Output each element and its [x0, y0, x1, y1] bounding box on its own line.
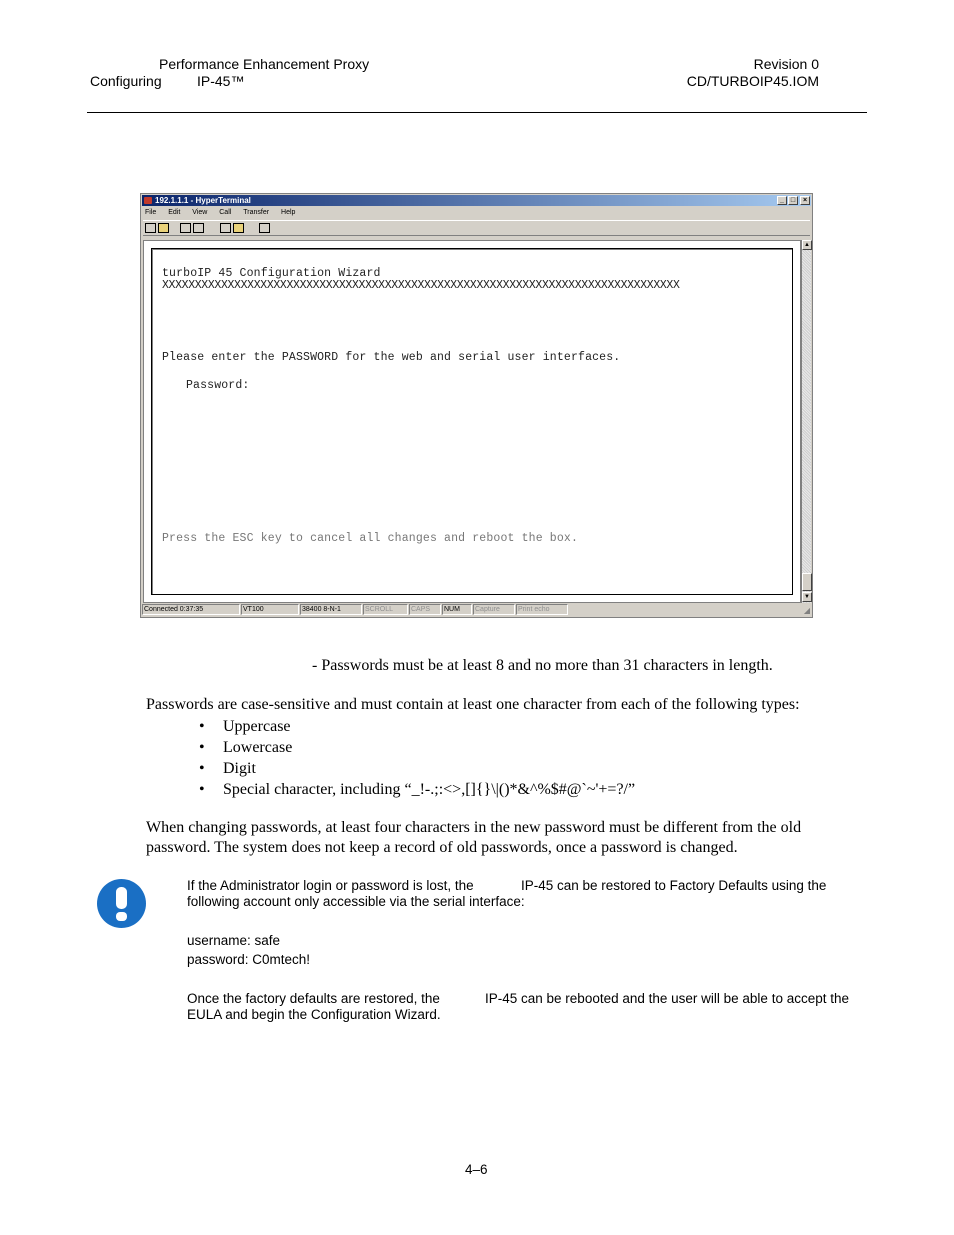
close-button[interactable]: ×: [800, 196, 810, 205]
status-print-echo: Print echo: [516, 604, 568, 615]
new-connection-icon[interactable]: [145, 223, 156, 233]
header-product: IP-45™: [197, 73, 245, 89]
connect-icon[interactable]: [180, 223, 191, 233]
note-line3-b: IP-45 can be rebooted and the user will be able to accept the: [485, 991, 849, 1006]
header-doc-id: CD/TURBOIP45.IOM: [686, 73, 819, 89]
receive-icon[interactable]: [233, 223, 244, 233]
character-type-list: [199, 716, 635, 800]
terminal-area[interactable]: [143, 240, 801, 603]
note-line2: following account only accessible via the serial interface:: [187, 894, 525, 909]
menu-edit[interactable]: Edit: [168, 209, 181, 216]
send-icon[interactable]: [220, 223, 231, 233]
header-rule: [87, 112, 867, 113]
status-connected: Connected 0:37:35: [142, 604, 240, 615]
toolbar: [143, 220, 810, 236]
menu-view[interactable]: View: [192, 209, 208, 216]
list-item: • Special character, including “_!-.;:<>,[]{}\|()*&^%$#@`~'+=?/”: [199, 779, 635, 800]
header-revision: Revision 0: [753, 56, 819, 72]
password-case-rule: Passwords are case-sensitive and must contain at least one character from each of the following types:: [146, 696, 800, 713]
status-capture: Capture: [473, 604, 515, 615]
menu-help[interactable]: Help: [281, 209, 296, 216]
header-doc-title: Performance Enhancement Proxy: [159, 56, 370, 72]
terminal-password-label: Password:: [186, 379, 250, 392]
disconnect-icon[interactable]: [193, 223, 204, 233]
exclamation-icon: [97, 879, 146, 928]
note-line4: EULA and begin the Configuration Wizard.: [187, 1007, 441, 1022]
list-item: • Lowercase: [199, 737, 635, 758]
page-number: 4–6: [465, 1162, 488, 1177]
hyperterminal-window: [140, 193, 813, 618]
scroll-up-icon[interactable]: ▲: [802, 240, 812, 250]
status-scroll: SCROLL: [363, 604, 408, 615]
minimize-button[interactable]: _: [777, 196, 787, 205]
terminal-rule-line: XXXXXXXXXXXXXXXXXXXXXXXXXXXXXXXXXXXXXXXXXXXXXXXXXXXXXXXXXXXXXXXXXXXXXXXXXXXXXXX: [162, 279, 680, 292]
menu-bar: [143, 207, 810, 218]
terminal-password-prompt: Please enter the PASSWORD for the web and serial user interfaces.: [162, 351, 621, 364]
note-line1-a: If the Administrator login or password is lost, the: [187, 878, 474, 893]
terminal-wizard-title: turboIP 45 Configuration Wizard: [162, 267, 381, 280]
window-titlebar: [142, 195, 811, 206]
status-caps: CAPS: [409, 604, 441, 615]
note-username: username: safe: [187, 933, 281, 948]
scroll-down-icon[interactable]: ▼: [802, 592, 812, 602]
properties-icon[interactable]: [259, 223, 270, 233]
password-change-line2: password. The system does not keep a record of old passwords, once a password is changed.: [146, 839, 738, 856]
menu-transfer[interactable]: Transfer: [243, 209, 270, 216]
status-emulation: VT100: [241, 604, 299, 615]
password-change-line1: When changing passwords, at least four characters in the new password must be different from the old: [146, 819, 802, 836]
list-item: • Uppercase: [199, 716, 635, 737]
maximize-button[interactable]: □: [788, 196, 798, 205]
note-line1-b: IP-45 can be restored to Factory Defaults using the: [521, 878, 827, 893]
note-password: password: C0mtech!: [187, 952, 311, 967]
scroll-thumb[interactable]: [802, 573, 812, 591]
header-section: Configuring: [90, 73, 162, 89]
resize-grip-icon[interactable]: ◢: [803, 606, 810, 615]
note-line3-a: Once the factory defaults are restored, the: [187, 991, 440, 1006]
terminal-esc-hint: Press the ESC key to cancel all changes and reboot the box.: [162, 532, 579, 545]
menu-call[interactable]: Call: [219, 209, 232, 216]
status-baud: 38400 8-N-1: [300, 604, 362, 615]
list-item: • Digit: [199, 758, 635, 779]
status-bar: [142, 604, 811, 616]
vertical-scrollbar[interactable]: [801, 240, 811, 603]
open-icon[interactable]: [158, 223, 169, 233]
password-length-rule: - Passwords must be at least 8 and no more than 31 characters in length.: [312, 657, 773, 674]
hyperterminal-app-icon: [144, 197, 152, 204]
menu-file[interactable]: File: [145, 209, 157, 216]
window-title: 192.1.1.1 - HyperTerminal: [155, 196, 251, 205]
status-num: NUM: [442, 604, 472, 615]
